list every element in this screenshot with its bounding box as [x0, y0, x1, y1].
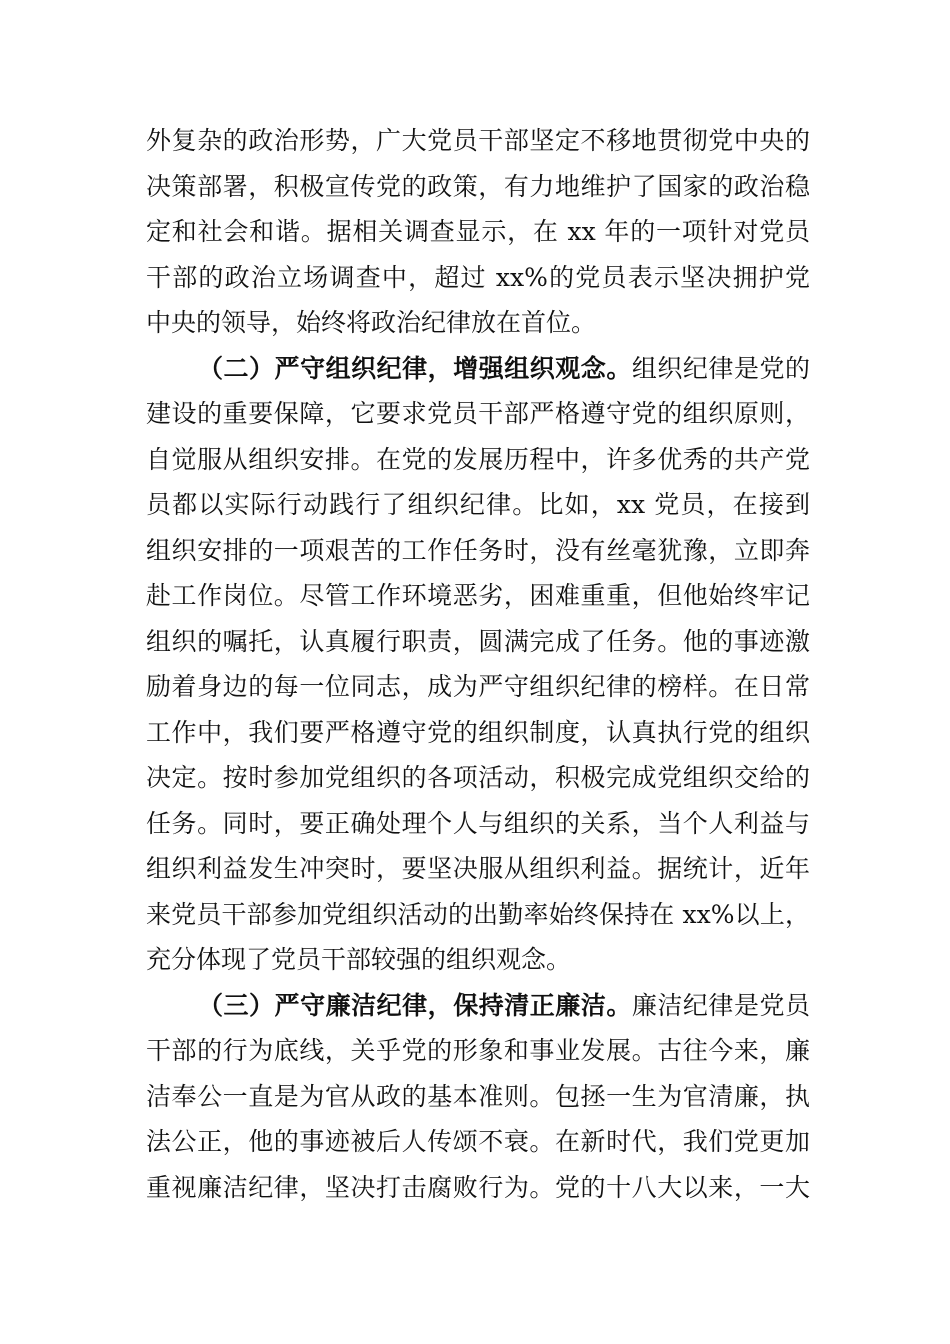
paragraph-2-line-14: 充分体现了党员干部较强的组织观念。: [146, 945, 572, 974]
paragraph-2-line-12: 组织利益发生冲突时，要坚决服从组织利益。据统计，近年: [146, 854, 810, 883]
paragraph-2-first-line: [146, 346, 810, 392]
paragraph-1-line-4: 干部的政治立场调查中，超过 xx%的党员表示坚决拥护党: [146, 262, 810, 292]
paragraph-3-first-line: [146, 983, 810, 1029]
paragraph-3-line-5: 重视廉洁纪律，坚决打击腐败行为。党的十八大以来，一大: [146, 1172, 810, 1202]
paragraph-2-line-11: 任务。同时，要正确处理个人与组织的关系，当个人利益与: [146, 808, 810, 838]
paragraph-1-line-2: 决策部署，积极宣传党的政策，有力地维护了国家的政治稳: [146, 171, 810, 201]
paragraph-3-first-line-text: 廉洁纪律是党员: [631, 990, 810, 1020]
paragraph-1-line-3: 定和社会和谐。据相关调查显示，在 xx 年的一项针对党员: [146, 217, 810, 246]
paragraph-2-line-4: 员都以实际行动践行了组织纪律。比如，xx 党员，在接到: [146, 490, 810, 519]
section-heading-2: （二）严守组织纪律，增强组织观念。: [198, 353, 632, 383]
paragraph-3-line-3: 洁奉公一直是为官从政的基本准则。包拯一生为官清廉，执: [146, 1081, 810, 1111]
paragraph-2-line-9: 工作中，我们要严格遵守党的组织制度，认真执行党的组织: [146, 717, 810, 747]
paragraph-2-line-6: 赴工作岗位。尽管工作环境恶劣，困难重重，但他始终牢记: [146, 581, 810, 610]
paragraph-2-line-8: 励着身边的每一位同志，成为严守组织纪律的榜样。在日常: [146, 672, 810, 701]
paragraph-2-line-2: 建设的重要保障，它要求党员干部严格遵守党的组织原则，: [146, 399, 810, 428]
paragraph-2-line-5: 组织安排的一项艰苦的工作任务时，没有丝毫犹豫，立即奔: [146, 535, 810, 565]
body-text: [146, 118, 810, 1210]
paragraph-2-line-3: 自觉服从组织安排。在党的发展历程中，许多优秀的共产党: [146, 444, 810, 474]
paragraph-1-line-5: 中央的领导，始终将政治纪律放在首位。: [146, 308, 597, 337]
paragraph-1-line-1: 外复杂的政治形势，广大党员干部坚定不移地贯彻党中央的: [146, 126, 810, 155]
paragraph-2-line-10: 决定。按时参加党组织的各项活动，积极完成党组织交给的: [146, 763, 810, 792]
paragraph-2-first-line-text: 组织纪律是党的: [631, 353, 810, 383]
paragraph-3-line-2: 干部的行为底线，关乎党的形象和事业发展。古往今来，廉: [146, 1036, 810, 1065]
paragraph-3-line-4: 法公正，他的事迹被后人传颂不衰。在新时代，我们党更加: [146, 1127, 810, 1156]
paragraph-2-line-7: 组织的嘱托，认真履行职责，圆满完成了任务。他的事迹激: [146, 626, 810, 656]
section-heading-3: （三）严守廉洁纪律，保持清正廉洁。: [198, 990, 632, 1020]
paragraph-2-line-13: 来党员干部参加党组织活动的出勤率始终保持在 xx%以上，: [146, 899, 810, 929]
